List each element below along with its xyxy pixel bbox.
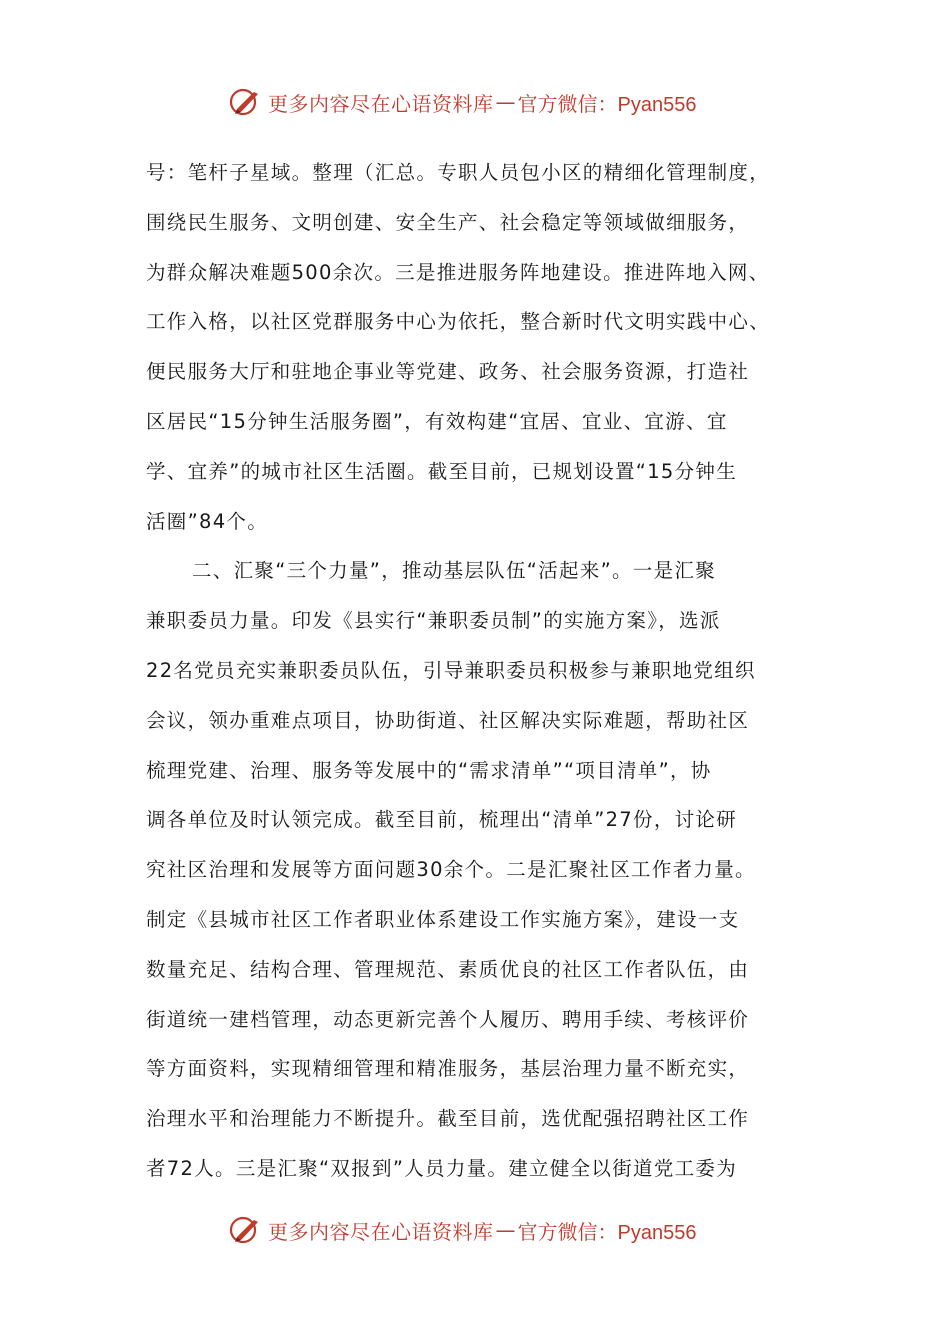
- body-line-6: 区居民“15分钟生活服务圈”，有效构建“宜居、宜业、宜游、宜: [146, 409, 728, 433]
- banner-separator: —: [495, 1218, 516, 1242]
- body-line-5: 便民服务大厅和驻地企事业等党建、政务、社会服务资源，打造社: [146, 360, 750, 384]
- body-line-20: 治理水平和治理能力不断提升。截至目前，选优配强招聘社区工作: [146, 1107, 750, 1131]
- body-line-10: 兼职委员力量。印发《县实行“兼职委员制”的实施方案》，选派: [146, 609, 721, 633]
- body-line-12: 会议，领办重难点项目，协助街道、社区解决实际难题，帮助社区: [146, 708, 750, 732]
- pen-logo-icon: [228, 1213, 262, 1247]
- header-watermark-banner: [228, 82, 748, 122]
- body-line-17: 数量充足、结构合理、管理规范、素质优良的社区工作者队伍，由: [146, 957, 750, 981]
- pen-logo-icon: [228, 85, 262, 119]
- body-line-3: 为群众解决难题500余次。三是推进服务阵地建设。推进阵地入网、: [146, 260, 770, 284]
- body-line-13: 梳理党建、治理、服务等发展中的“需求清单”“项目清单”，协: [146, 758, 712, 782]
- body-line-9: 二、汇聚“三个力量”，推动基层队伍“活起来”。一是汇聚: [192, 559, 717, 583]
- banner-contact: 官方微信：Pyan556: [517, 93, 697, 116]
- banner-contact: 官方微信：Pyan556: [517, 1221, 697, 1244]
- body-line-11: 22名党员充实兼职委员队伍，引导兼职委员积极参与兼职地党组织: [146, 658, 756, 682]
- body-line-15: 究社区治理和发展等方面问题30余个。二是汇聚社区工作者力量。: [146, 858, 756, 882]
- body-line-18: 街道统一建档管理，动态更新完善个人履历、聘用手续、考核评价: [146, 1007, 750, 1031]
- body-line-4: 工作入格，以社区党群服务中心为依托，整合新时代文明实践中心、: [146, 310, 771, 334]
- body-line-7: 学、宜养”的城市社区生活圈。截至目前，已规划设置“15分钟生: [146, 459, 738, 483]
- banner-slogan: 更多内容尽在心语资料库: [268, 91, 494, 116]
- body-line-19: 等方面资料，实现精细管理和精准服务，基层治理力量不断充实，: [146, 1057, 750, 1081]
- body-line-1: 号：笔杆子星域。整理（汇总。专职人员包小区的精细化管理制度，: [146, 161, 771, 184]
- body-line-2: 围绕民生服务、文明创建、安全生产、社会稳定等领域做细服务，: [146, 210, 750, 234]
- document-body: [146, 148, 808, 1194]
- body-line-16: 制定《县城市社区工作者职业体系建设工作实施方案》，建设一支: [146, 907, 740, 931]
- body-line-8: 活圈”84个。: [146, 509, 269, 533]
- body-line-21: 者72人。三是汇聚“双报到”人员力量。建立健全以街道党工委为: [146, 1156, 738, 1180]
- body-line-14: 调各单位及时认领完成。截至目前，梳理出“清单”27份，讨论研: [146, 808, 738, 832]
- banner-separator: —: [495, 90, 516, 114]
- footer-watermark-banner: [228, 1210, 748, 1250]
- banner-slogan: 更多内容尽在心语资料库: [268, 1219, 494, 1244]
